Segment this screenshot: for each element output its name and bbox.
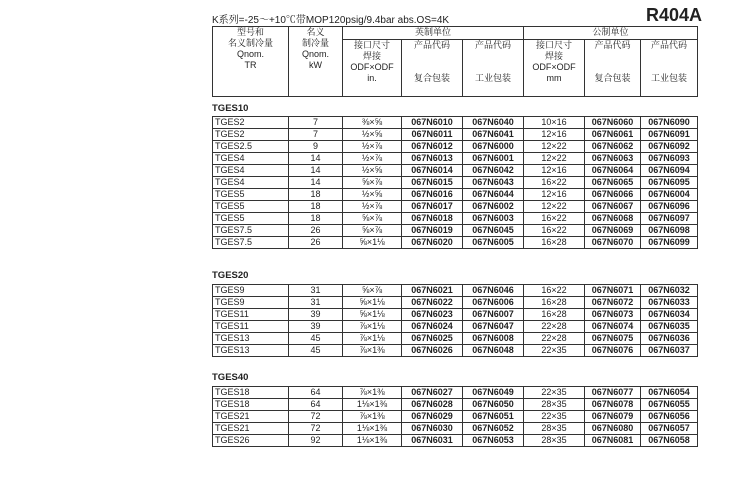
cell-connection-mm: 28×35	[524, 423, 585, 435]
table-row	[213, 129, 698, 141]
cell-model: TGES9	[213, 285, 289, 297]
cell-connection-in: 1⅛×1⅜	[343, 399, 402, 411]
cell-model: TGES18	[213, 387, 289, 399]
table-row	[213, 411, 698, 423]
cell-connection-mm: 16×22	[524, 177, 585, 189]
cell-capacity-kw: 92	[289, 435, 343, 447]
table-row	[213, 189, 698, 201]
cell-code-industrial-in: 067N6000	[463, 141, 524, 153]
cell-code-multipack-mm: 067N6068	[585, 213, 641, 225]
cell-code-industrial-mm: 067N6058	[641, 435, 698, 447]
cell-code-industrial-in: 067N6049	[463, 387, 524, 399]
cell-code-multipack-in: 067N6026	[402, 345, 463, 357]
cell-code-multipack-mm: 067N6073	[585, 309, 641, 321]
cell-model: TGES9	[213, 297, 289, 309]
cell-code-multipack-in: 067N6021	[402, 285, 463, 297]
cell-connection-mm: 16×28	[524, 297, 585, 309]
cell-connection-mm: 12×16	[524, 165, 585, 177]
cell-connection-in: 1⅛×1⅜	[343, 423, 402, 435]
cell-code-multipack-mm: 067N6071	[585, 285, 641, 297]
table-row	[213, 321, 698, 333]
header-connection-metric: 接口尺寸 焊接 ODF×ODF mm	[524, 40, 585, 97]
cell-capacity-kw: 31	[289, 297, 343, 309]
table-row	[213, 435, 698, 447]
table-row	[213, 117, 698, 129]
header-code-multipack-metric: 产品代码 复合包装	[585, 40, 641, 97]
table-row	[213, 141, 698, 153]
cell-connection-in: ⅞×1⅜	[343, 411, 402, 423]
section-title-tges20: TGES20	[212, 270, 249, 281]
cell-code-industrial-mm: 067N6099	[641, 237, 698, 249]
cell-code-industrial-mm: 067N6033	[641, 297, 698, 309]
cell-capacity-kw: 72	[289, 411, 343, 423]
cell-code-multipack-mm: 067N6070	[585, 237, 641, 249]
cell-connection-in: ½×⅝	[343, 165, 402, 177]
cell-code-multipack-in: 067N6023	[402, 309, 463, 321]
table-row	[213, 387, 698, 399]
cell-capacity-kw: 18	[289, 189, 343, 201]
cell-code-multipack-in: 067N6028	[402, 399, 463, 411]
cell-code-industrial-mm: 067N6093	[641, 153, 698, 165]
cell-code-industrial-mm: 067N6032	[641, 285, 698, 297]
cell-code-multipack-in: 067N6018	[402, 213, 463, 225]
cell-code-industrial-mm: 067N6035	[641, 321, 698, 333]
cell-code-industrial-in: 067N6045	[463, 225, 524, 237]
cell-code-industrial-mm: 067N6036	[641, 333, 698, 345]
cell-connection-in: ⅞×1⅜	[343, 387, 402, 399]
table-row	[213, 423, 698, 435]
cell-model: TGES18	[213, 399, 289, 411]
cell-code-industrial-mm: 067N6094	[641, 165, 698, 177]
table-row	[213, 165, 698, 177]
table-row	[213, 309, 698, 321]
cell-connection-in: 1⅛×1⅜	[343, 435, 402, 447]
table-row	[213, 399, 698, 411]
cell-code-multipack-in: 067N6027	[402, 387, 463, 399]
cell-model: TGES2	[213, 129, 289, 141]
cell-model: TGES5	[213, 201, 289, 213]
cell-code-multipack-in: 067N6020	[402, 237, 463, 249]
table-row	[213, 285, 698, 297]
cell-connection-in: ⅝×1⅛	[343, 237, 402, 249]
cell-connection-mm: 28×35	[524, 435, 585, 447]
cell-code-multipack-mm: 067N6069	[585, 225, 641, 237]
cell-code-multipack-mm: 067N6065	[585, 177, 641, 189]
cell-connection-mm: 22×35	[524, 411, 585, 423]
cell-connection-mm: 12×22	[524, 153, 585, 165]
cell-code-multipack-in: 067N6029	[402, 411, 463, 423]
cell-code-industrial-mm: 067N6034	[641, 309, 698, 321]
cell-connection-mm: 12×16	[524, 129, 585, 141]
cell-connection-mm: 12×22	[524, 201, 585, 213]
cell-connection-mm: 16×22	[524, 213, 585, 225]
cell-connection-mm: 22×28	[524, 321, 585, 333]
cell-capacity-kw: 18	[289, 213, 343, 225]
cell-code-industrial-in: 067N6051	[463, 411, 524, 423]
table-tges10	[212, 116, 698, 249]
cell-code-industrial-in: 067N6006	[463, 297, 524, 309]
cell-code-multipack-in: 067N6019	[402, 225, 463, 237]
cell-code-industrial-mm: 067N6004	[641, 189, 698, 201]
cell-code-multipack-mm: 067N6079	[585, 411, 641, 423]
cell-model: TGES11	[213, 321, 289, 333]
cell-code-multipack-mm: 067N6072	[585, 297, 641, 309]
cell-code-multipack-mm: 067N6078	[585, 399, 641, 411]
header-metric-units: 公制单位	[524, 27, 698, 40]
cell-connection-in: ½×⅝	[343, 189, 402, 201]
table-row	[213, 333, 698, 345]
cell-code-industrial-mm: 067N6097	[641, 213, 698, 225]
cell-code-industrial-in: 067N6050	[463, 399, 524, 411]
cell-connection-mm: 16×28	[524, 309, 585, 321]
cell-model: TGES5	[213, 189, 289, 201]
cell-connection-in: ⅜×⅝	[343, 117, 402, 129]
cell-code-industrial-in: 067N6001	[463, 153, 524, 165]
table-tges20	[212, 284, 698, 357]
cell-connection-mm: 28×35	[524, 399, 585, 411]
cell-code-multipack-in: 067N6030	[402, 423, 463, 435]
cell-connection-in: ⅝×1⅛	[343, 297, 402, 309]
cell-connection-mm: 22×35	[524, 345, 585, 357]
cell-connection-mm: 10×16	[524, 117, 585, 129]
cell-code-multipack-in: 067N6012	[402, 141, 463, 153]
header-code-industrial-metric: 产品代码 工业包装	[641, 40, 698, 97]
cell-connection-mm: 16×22	[524, 225, 585, 237]
table-row	[213, 237, 698, 249]
cell-connection-in: ⅞×1⅛	[343, 333, 402, 345]
cell-code-industrial-in: 067N6048	[463, 345, 524, 357]
header-code-industrial-imperial: 产品代码 工业包装	[463, 40, 524, 97]
cell-capacity-kw: 45	[289, 333, 343, 345]
table-row	[213, 177, 698, 189]
cell-code-multipack-in: 067N6017	[402, 201, 463, 213]
section-title-tges40: TGES40	[212, 372, 249, 383]
cell-connection-in: ½×⅞	[343, 141, 402, 153]
cell-code-industrial-mm: 067N6054	[641, 387, 698, 399]
cell-capacity-kw: 9	[289, 141, 343, 153]
cell-code-multipack-in: 067N6010	[402, 117, 463, 129]
cell-capacity-kw: 7	[289, 117, 343, 129]
cell-capacity-kw: 14	[289, 153, 343, 165]
cell-model: TGES2.5	[213, 141, 289, 153]
cell-code-industrial-mm: 067N6091	[641, 129, 698, 141]
cell-code-multipack-mm: 067N6066	[585, 189, 641, 201]
cell-code-multipack-in: 067N6015	[402, 177, 463, 189]
cell-code-industrial-mm: 067N6055	[641, 399, 698, 411]
cell-model: TGES7.5	[213, 237, 289, 249]
cell-code-industrial-in: 067N6046	[463, 285, 524, 297]
cell-model: TGES4	[213, 165, 289, 177]
cell-code-industrial-mm: 067N6098	[641, 225, 698, 237]
table-row	[213, 201, 698, 213]
cell-connection-in: ⅝×⅞	[343, 213, 402, 225]
cell-model: TGES21	[213, 423, 289, 435]
cell-code-multipack-in: 067N6024	[402, 321, 463, 333]
cell-code-industrial-in: 067N6044	[463, 189, 524, 201]
cell-code-multipack-in: 067N6022	[402, 297, 463, 309]
cell-connection-mm: 16×28	[524, 237, 585, 249]
cell-capacity-kw: 64	[289, 387, 343, 399]
cell-connection-mm: 22×28	[524, 333, 585, 345]
cell-capacity-kw: 14	[289, 165, 343, 177]
cell-code-industrial-in: 067N6007	[463, 309, 524, 321]
cell-code-industrial-in: 067N6043	[463, 177, 524, 189]
cell-model: TGES11	[213, 309, 289, 321]
cell-code-multipack-mm: 067N6074	[585, 321, 641, 333]
section-title-tges10: TGES10	[212, 103, 249, 114]
cell-code-industrial-in: 067N6003	[463, 213, 524, 225]
cell-code-multipack-mm: 067N6060	[585, 117, 641, 129]
cell-model: TGES26	[213, 435, 289, 447]
cell-code-industrial-mm: 067N6095	[641, 177, 698, 189]
cell-model: TGES13	[213, 333, 289, 345]
cell-capacity-kw: 64	[289, 399, 343, 411]
cell-code-multipack-mm: 067N6081	[585, 435, 641, 447]
header-imperial-units: 英制单位	[343, 27, 524, 40]
cell-code-industrial-mm: 067N6096	[641, 201, 698, 213]
cell-code-multipack-mm: 067N6064	[585, 165, 641, 177]
header-model-capacity-tr: 型号和 名义制冷量 Qnom. TR	[213, 27, 289, 97]
header-capacity-kw: 名义 制冷量 Qnom. kW	[289, 27, 343, 97]
cell-code-industrial-mm: 067N6057	[641, 423, 698, 435]
cell-code-multipack-mm: 067N6061	[585, 129, 641, 141]
cell-code-industrial-in: 067N6002	[463, 201, 524, 213]
cell-code-multipack-mm: 067N6067	[585, 201, 641, 213]
cell-code-industrial-in: 067N6041	[463, 129, 524, 141]
table-row	[213, 225, 698, 237]
cell-model: TGES13	[213, 345, 289, 357]
cell-capacity-kw: 45	[289, 345, 343, 357]
table-row	[213, 297, 698, 309]
cell-code-multipack-in: 067N6016	[402, 189, 463, 201]
cell-connection-in: ⅞×1⅜	[343, 345, 402, 357]
cell-model: TGES2	[213, 117, 289, 129]
cell-model: TGES21	[213, 411, 289, 423]
cell-model: TGES5	[213, 213, 289, 225]
cell-code-industrial-in: 067N6053	[463, 435, 524, 447]
cell-code-industrial-in: 067N6005	[463, 237, 524, 249]
cell-connection-mm: 22×35	[524, 387, 585, 399]
cell-connection-mm: 16×22	[524, 285, 585, 297]
cell-code-multipack-mm: 067N6080	[585, 423, 641, 435]
cell-code-multipack-mm: 067N6063	[585, 153, 641, 165]
cell-capacity-kw: 72	[289, 423, 343, 435]
cell-capacity-kw: 26	[289, 225, 343, 237]
cell-code-multipack-mm: 067N6062	[585, 141, 641, 153]
cell-capacity-kw: 18	[289, 201, 343, 213]
cell-code-industrial-in: 067N6040	[463, 117, 524, 129]
cell-code-industrial-mm: 067N6090	[641, 117, 698, 129]
cell-code-multipack-mm: 067N6077	[585, 387, 641, 399]
page-subtitle: K系列=-25～+10℃带MOP120psig/9.4bar abs.OS=4K	[212, 15, 450, 26]
cell-connection-mm: 12×22	[524, 141, 585, 153]
cell-model: TGES4	[213, 177, 289, 189]
cell-capacity-kw: 39	[289, 309, 343, 321]
table-row	[213, 153, 698, 165]
cell-capacity-kw: 31	[289, 285, 343, 297]
cell-connection-in: ⅝×⅞	[343, 177, 402, 189]
cell-code-industrial-in: 067N6052	[463, 423, 524, 435]
cell-code-industrial-mm: 067N6037	[641, 345, 698, 357]
cell-capacity-kw: 39	[289, 321, 343, 333]
header-code-multipack-imperial: 产品代码 复合包装	[402, 40, 463, 97]
cell-code-industrial-mm: 067N6092	[641, 141, 698, 153]
cell-code-industrial-in: 067N6008	[463, 333, 524, 345]
cell-capacity-kw: 26	[289, 237, 343, 249]
cell-code-multipack-mm: 067N6076	[585, 345, 641, 357]
cell-connection-in: ½×⅞	[343, 153, 402, 165]
header-connection-imperial: 接口尺寸 焊接 ODF×ODF in.	[343, 40, 402, 97]
cell-connection-in: ⅝×⅞	[343, 225, 402, 237]
cell-code-multipack-mm: 067N6075	[585, 333, 641, 345]
cell-model: TGES7.5	[213, 225, 289, 237]
cell-connection-mm: 12×16	[524, 189, 585, 201]
cell-code-industrial-mm: 067N6056	[641, 411, 698, 423]
cell-code-multipack-in: 067N6031	[402, 435, 463, 447]
cell-code-multipack-in: 067N6013	[402, 153, 463, 165]
cell-code-industrial-in: 067N6047	[463, 321, 524, 333]
cell-code-industrial-in: 067N6042	[463, 165, 524, 177]
cell-code-multipack-in: 067N6025	[402, 333, 463, 345]
table-row	[213, 213, 698, 225]
cell-connection-in: ⅞×1⅛	[343, 321, 402, 333]
cell-capacity-kw: 7	[289, 129, 343, 141]
cell-connection-in: ½×⅞	[343, 201, 402, 213]
cell-code-multipack-in: 067N6014	[402, 165, 463, 177]
cell-connection-in: ½×⅝	[343, 129, 402, 141]
table-tges40	[212, 386, 698, 447]
cell-connection-in: ⅝×⅞	[343, 285, 402, 297]
cell-connection-in: ⅝×1⅛	[343, 309, 402, 321]
cell-capacity-kw: 14	[289, 177, 343, 189]
column-header-table	[212, 26, 698, 97]
table-row	[213, 345, 698, 357]
refrigerant-label: R404A	[646, 5, 703, 25]
cell-code-multipack-in: 067N6011	[402, 129, 463, 141]
cell-model: TGES4	[213, 153, 289, 165]
